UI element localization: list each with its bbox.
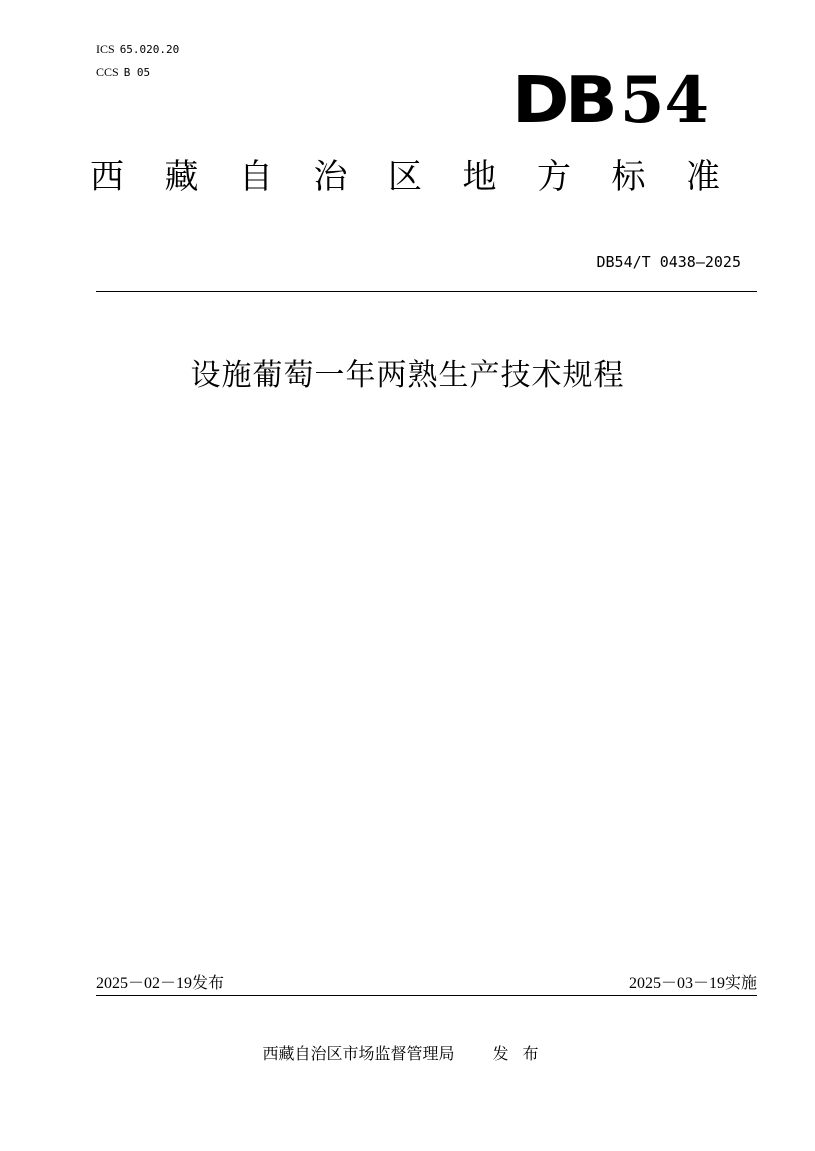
ccs-value: B 05 bbox=[123, 66, 151, 79]
ics-label: ICS bbox=[96, 42, 115, 56]
db-mark-letters: DB bbox=[512, 64, 614, 138]
issuing-authority bbox=[0, 1041, 815, 1067]
standard-type-char: 地 bbox=[462, 157, 497, 197]
bottom-divider bbox=[96, 995, 757, 996]
standard-type-char: 自 bbox=[239, 157, 273, 197]
standard-type-char: 藏 bbox=[164, 157, 199, 197]
standard-number: DB54/T 0438—2025 bbox=[596, 253, 741, 271]
document-title: 设施葡萄一年两熟生产技术规程 bbox=[190, 358, 625, 393]
issuer-action: 发布 bbox=[492, 1044, 553, 1063]
ics-value: 65.020.20 bbox=[119, 43, 180, 56]
ccs-code-line bbox=[96, 61, 179, 84]
implementation-date-line bbox=[629, 972, 757, 995]
standard-type-char: 准 bbox=[686, 157, 720, 197]
implementation-date: 2025－03－19 bbox=[628, 975, 725, 992]
release-label: 发布 bbox=[192, 973, 225, 992]
db-standard-mark bbox=[512, 63, 709, 138]
implementation-label: 实施 bbox=[724, 973, 757, 992]
standard-type-char: 西 bbox=[90, 157, 124, 197]
standard-type-char: 标 bbox=[611, 157, 646, 197]
release-date: 2025－02－19 bbox=[96, 975, 193, 992]
ccs-label: CCS bbox=[96, 65, 119, 79]
standard-type-heading bbox=[90, 152, 720, 202]
standard-type-char: 方 bbox=[537, 157, 571, 197]
classification-codes bbox=[96, 38, 179, 84]
issuer-name: 西藏自治区市场监督管理局 bbox=[262, 1044, 455, 1063]
standard-type-char: 治 bbox=[313, 157, 348, 197]
standard-type-char: 区 bbox=[388, 157, 422, 197]
ics-code-line bbox=[96, 38, 179, 61]
db-mark-number: 54 bbox=[619, 63, 709, 138]
top-divider bbox=[96, 291, 757, 292]
release-date-line bbox=[96, 972, 224, 995]
